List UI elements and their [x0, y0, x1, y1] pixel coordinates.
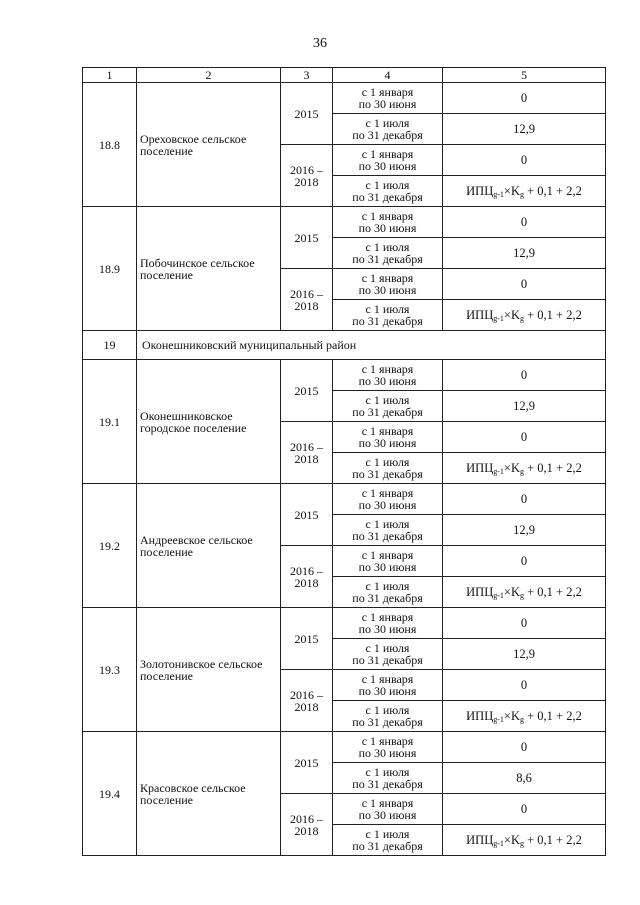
settlement-name: Красовское сельское поселение [137, 732, 281, 856]
period-end: по 31 декабря [352, 128, 423, 142]
period-start: с 1 июля [365, 302, 410, 316]
value-cell [443, 453, 606, 484]
value-cell: 12,9 [443, 114, 606, 145]
value-cell: 0 [443, 670, 606, 701]
period-cell [333, 732, 443, 763]
period-end: по 31 декабря [352, 591, 423, 605]
year-cell: 2015 [281, 207, 333, 269]
period-end: по 31 декабря [352, 777, 423, 791]
period-start: с 1 июля [365, 703, 410, 717]
period-cell [333, 422, 443, 453]
header-cell: 3 [281, 68, 333, 83]
value-cell: 0 [443, 732, 606, 763]
formula-part: ×K [503, 184, 520, 198]
period-start: с 1 января [361, 734, 414, 748]
formula-part: g-1 [493, 190, 504, 199]
formula-part: + 0,1 + 2,2 [523, 308, 582, 322]
period-end: по 31 декабря [352, 839, 423, 853]
period-start: с 1 июля [365, 827, 410, 841]
table-row [83, 83, 606, 114]
period-start: с 1 января [361, 610, 414, 624]
period-start: с 1 июля [365, 393, 410, 407]
period-end: по 30 июня [358, 97, 417, 111]
period-cell [333, 484, 443, 515]
period-start: с 1 января [361, 796, 414, 810]
year-cell: 2016 – 2018 [281, 546, 333, 608]
value-cell [443, 701, 606, 732]
value-cell [443, 825, 606, 856]
row-number: 19.3 [83, 608, 137, 732]
period-end: по 31 декабря [352, 190, 423, 204]
period-end: по 30 июня [358, 560, 417, 574]
period-end: по 31 декабря [352, 467, 423, 481]
formula-part: g [519, 467, 524, 476]
period-cell [333, 546, 443, 577]
value-cell: 0 [443, 145, 606, 176]
year-cell: 2015 [281, 484, 333, 546]
period-cell [333, 207, 443, 238]
period-start: с 1 января [361, 548, 414, 562]
value-cell: 0 [443, 608, 606, 639]
period-start: с 1 июля [365, 240, 410, 254]
period-end: по 31 декабря [352, 314, 423, 328]
year-cell: 2015 [281, 608, 333, 670]
period-end: по 31 декабря [352, 252, 423, 266]
formula-part: + 0,1 + 2,2 [523, 833, 582, 847]
row-number: 19.4 [83, 732, 137, 856]
settlement-name: Андреевское сельское поселение [137, 484, 281, 608]
year-cell: 2016 – 2018 [281, 794, 333, 856]
header-cell: 1 [83, 68, 137, 83]
formula-part: g-1 [493, 314, 504, 323]
period-cell [333, 670, 443, 701]
period-end: по 30 июня [358, 746, 417, 760]
value-cell: 0 [443, 360, 606, 391]
formula-part: + 0,1 + 2,2 [523, 461, 582, 475]
formula-part: ×K [503, 585, 520, 599]
formula-part: ИПЦ [466, 308, 494, 322]
period-start: с 1 июля [365, 517, 410, 531]
table-row [83, 360, 606, 391]
formula-part: g [519, 715, 524, 724]
formula-part: g [519, 839, 524, 848]
period-end: по 31 декабря [352, 715, 423, 729]
table-row [83, 608, 606, 639]
period-start: с 1 января [361, 424, 414, 438]
period-cell [333, 701, 443, 732]
value-cell: 8,6 [443, 763, 606, 794]
period-cell [333, 825, 443, 856]
period-start: с 1 января [361, 271, 414, 285]
value-cell: 12,9 [443, 238, 606, 269]
period-cell [333, 577, 443, 608]
period-start: с 1 июля [365, 641, 410, 655]
formula-part: g [519, 190, 524, 199]
formula-part: g [519, 591, 524, 600]
period-end: по 31 декабря [352, 653, 423, 667]
formula-part: ×K [503, 461, 520, 475]
value-cell: 0 [443, 83, 606, 114]
period-cell [333, 360, 443, 391]
formula-part: g-1 [493, 467, 504, 476]
settlement-name: Оконешниковское городское поселение [137, 360, 281, 484]
period-start: с 1 июля [365, 116, 410, 130]
settlement-name: Побочинское сельское поселение [137, 207, 281, 331]
value-cell: 12,9 [443, 515, 606, 546]
formula-part: g-1 [493, 839, 504, 848]
period-cell [333, 639, 443, 670]
row-number: 19 [83, 331, 137, 360]
formula-part: g-1 [493, 715, 504, 724]
period-start: с 1 июля [365, 178, 410, 192]
period-end: по 30 июня [358, 374, 417, 388]
district-row [83, 331, 606, 360]
header-cell: 2 [137, 68, 281, 83]
period-end: по 30 июня [358, 498, 417, 512]
period-cell [333, 145, 443, 176]
table-body [83, 68, 606, 856]
table-row [83, 484, 606, 515]
year-cell: 2015 [281, 360, 333, 422]
value-cell: 0 [443, 422, 606, 453]
period-end: по 31 декабря [352, 405, 423, 419]
value-cell [443, 577, 606, 608]
page-number: 36 [313, 36, 327, 51]
period-start: с 1 января [361, 362, 414, 376]
period-end: по 30 июня [358, 808, 417, 822]
formula-part: + 0,1 + 2,2 [523, 585, 582, 599]
period-end: по 30 июня [358, 283, 417, 297]
period-end: по 30 июня [358, 159, 417, 173]
value-cell: 0 [443, 269, 606, 300]
formula-part: ИПЦ [466, 833, 494, 847]
period-cell [333, 453, 443, 484]
period-cell [333, 269, 443, 300]
settlement-name: Золотонивское сельское поселение [137, 608, 281, 732]
table-row [83, 732, 606, 763]
period-cell [333, 114, 443, 145]
year-cell: 2016 – 2018 [281, 670, 333, 732]
period-start: с 1 января [361, 85, 414, 99]
period-cell [333, 515, 443, 546]
period-start: с 1 января [361, 147, 414, 161]
header-row [83, 68, 606, 83]
period-end: по 31 декабря [352, 529, 423, 543]
period-cell [333, 83, 443, 114]
period-end: по 30 июня [358, 622, 417, 636]
period-start: с 1 июля [365, 579, 410, 593]
formula-part: g [519, 314, 524, 323]
period-cell [333, 300, 443, 331]
value-cell: 0 [443, 484, 606, 515]
year-cell: 2016 – 2018 [281, 269, 333, 331]
formula-part: ×K [503, 833, 520, 847]
value-cell: 0 [443, 207, 606, 238]
period-cell [333, 794, 443, 825]
header-cell: 5 [443, 68, 606, 83]
period-start: с 1 января [361, 486, 414, 500]
period-cell [333, 238, 443, 269]
value-cell: 0 [443, 794, 606, 825]
formula-part: g-1 [493, 591, 504, 600]
tariff-table [82, 67, 606, 856]
table-row [83, 207, 606, 238]
formula-part: ИПЦ [466, 709, 494, 723]
period-cell [333, 391, 443, 422]
year-cell: 2016 – 2018 [281, 422, 333, 484]
row-number: 18.8 [83, 83, 137, 207]
district-name: Оконешниковский муниципальный район [137, 331, 606, 360]
year-cell: 2015 [281, 83, 333, 145]
period-cell [333, 608, 443, 639]
period-start: с 1 июля [365, 765, 410, 779]
formula-part: ИПЦ [466, 184, 494, 198]
row-number: 18.9 [83, 207, 137, 331]
period-end: по 30 июня [358, 436, 417, 450]
formula-part: + 0,1 + 2,2 [523, 184, 582, 198]
formula-part: + 0,1 + 2,2 [523, 709, 582, 723]
value-cell: 0 [443, 546, 606, 577]
value-cell [443, 176, 606, 207]
row-number: 19.1 [83, 360, 137, 484]
header-cell: 4 [333, 68, 443, 83]
period-cell [333, 176, 443, 207]
period-end: по 30 июня [358, 221, 417, 235]
period-cell [333, 763, 443, 794]
year-cell: 2015 [281, 732, 333, 794]
settlement-name: Ореховское сельское поселение [137, 83, 281, 207]
formula-part: ИПЦ [466, 461, 494, 475]
value-cell: 12,9 [443, 391, 606, 422]
year-cell: 2016 – 2018 [281, 145, 333, 207]
period-start: с 1 января [361, 209, 414, 223]
formula-part: ×K [503, 308, 520, 322]
row-number: 19.2 [83, 484, 137, 608]
period-start: с 1 января [361, 672, 414, 686]
formula-part: ×K [503, 709, 520, 723]
period-start: с 1 июля [365, 455, 410, 469]
formula-part: ИПЦ [466, 585, 494, 599]
value-cell: 12,9 [443, 639, 606, 670]
value-cell [443, 300, 606, 331]
period-end: по 30 июня [358, 684, 417, 698]
